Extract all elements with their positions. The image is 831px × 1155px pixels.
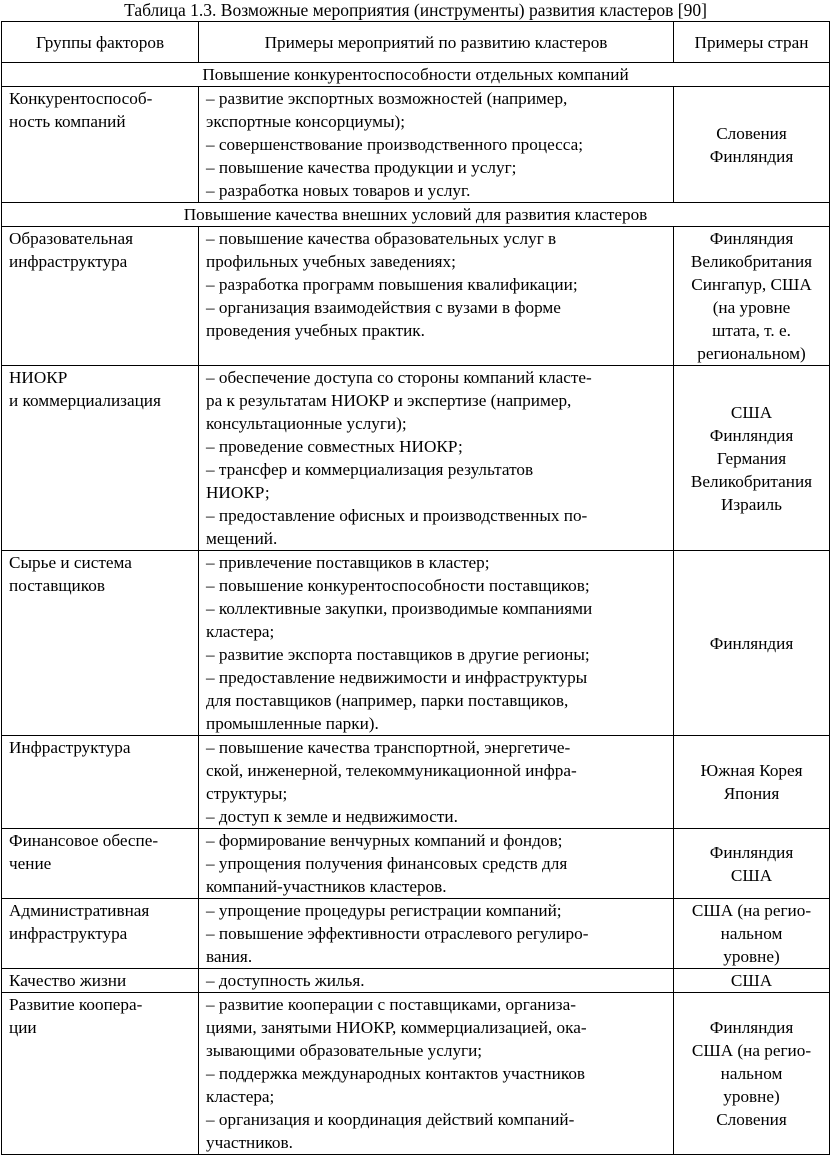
section-header-row [2,63,830,87]
countries-cell [674,993,830,1155]
countries-line: Великобритания [690,471,813,491]
measures-line: циями, занятыми НИОКР, коммерциализацией, ока- [206,1018,587,1037]
measures-cell [199,899,674,969]
header-row [2,22,830,63]
table-row [2,551,830,736]
factor-line: поставщиков [9,576,105,595]
factor-line: НИОКР [9,368,68,387]
table-row [2,227,830,366]
countries-line: Финляндия [709,1018,794,1037]
measures-line: – развитие кооперации с поставщиками, организа- [206,995,576,1014]
table-row [2,969,830,993]
section-header-row [2,203,830,227]
factor-line: Инфраструктура [9,738,131,757]
countries-cell [674,87,830,203]
measures-line: – повышение качества образовательных услуг в [206,229,557,248]
measures-line: ра к результатам НИОКР и экспертизе (например, [206,391,572,410]
countries-line: Великобритания [690,252,813,271]
countries-line: Финляндия [709,146,794,166]
factor-line: Развитие коопера- [9,995,143,1014]
countries-line: США [730,865,773,885]
measures-line: – формирование венчурных компаний и фондов; [206,831,563,850]
factor-line: инфраструктура [9,924,128,943]
countries-line: Япония [723,784,780,803]
factor-cell [2,829,199,899]
clusters-table [1,21,830,1155]
countries-line: Финляндия [709,425,794,445]
measures-cell [199,969,674,993]
countries-line: Израиль [720,494,783,514]
factor-cell [2,227,199,366]
measures-line: – организация взаимодействия с вузами в форме [206,298,561,317]
measures-line: – разработка программ повышения квалификации; [206,275,578,294]
table-caption: Таблица 1.3. Возможные мероприятия (инструменты) развития кластеров [90] [124,0,707,20]
measures-line: зывающими образовательные услуги; [206,1041,483,1060]
measures-cell [199,87,674,203]
table-row [2,993,830,1155]
countries-line: США [730,402,773,422]
measures-cell [199,736,674,829]
countries-line: Словения [716,1110,787,1129]
measures-line: – упрощения получения финансовых средств для [206,854,568,873]
measures-line: – повышение конкурентоспособности поставщиков; [206,576,590,595]
countries-line: США [730,971,773,990]
measures-line: – повышение качества продукции и услуг; [206,158,517,177]
countries-cell [674,899,830,969]
factor-line: ции [9,1018,37,1037]
measures-line: – повышение качества транспортной, энергетиче- [206,738,571,757]
measures-line: – проведение совместных НИОКР; [206,437,463,456]
factor-line: Конкурентоспособ- [9,89,153,108]
countries-line: штата, т. е. [712,321,791,340]
measures-line: – привлечение поставщиков в кластер; [206,553,490,572]
measures-line: структуры; [206,784,288,803]
countries-line: США (на регио- [691,1041,812,1060]
countries-line: нальном [720,1064,783,1083]
table-row [2,899,830,969]
measures-line: участников. [206,1133,293,1152]
factor-cell [2,993,199,1155]
measures-line: – развитие экспортных возможностей (например, [206,89,568,108]
factor-line: Сырье и система [9,553,132,572]
factor-line: чение [9,854,52,873]
countries-cell [674,829,830,899]
table-row [2,736,830,829]
measures-line: НИОКР; [206,483,270,502]
measures-line: кластера; [206,1087,275,1106]
measures-line: – коллективные закупки, производимые компаниями [206,599,593,618]
factor-line: Образовательная [9,229,134,248]
countries-line: Сингапур, США [691,275,812,294]
factor-line: Административная [9,901,150,920]
measures-line: проведения учебных практик. [206,321,425,340]
table-body [2,63,830,1155]
factor-line: ность компаний [9,112,126,131]
countries-line: Финляндия [709,842,794,862]
countries-line: Финляндия [709,633,794,653]
factor-line: и коммерциализация [9,391,161,410]
countries-line: нальном [720,924,783,943]
measures-line: для поставщиков (например, парки поставщиков, [206,691,569,710]
countries-line: Германия [716,448,787,468]
factor-cell [2,969,199,993]
measures-line: ской, инженерной, телекоммуникационной инфра- [206,761,577,780]
factor-cell [2,366,199,551]
measures-line: мещений. [206,529,278,548]
measures-cell [199,993,674,1155]
header-measures: Примеры мероприятий по развитию кластеров [199,22,674,63]
countries-line: Финляндия [709,229,794,248]
measures-cell [199,366,674,551]
countries-cell [674,969,830,993]
measures-line: профильных учебных заведениях; [206,252,456,271]
measures-line: – совершенствование производственного процесса; [206,135,583,154]
measures-line: кластера; [206,622,275,641]
measures-line: – разработка новых товаров и услуг. [206,181,471,200]
countries-line: США (на регио- [691,901,812,920]
countries-line: уровне) [723,947,780,966]
countries-line: уровне) [723,1087,780,1106]
section-title: Повышение качества внешних условий для развития кластеров [2,203,830,227]
header-factor-groups: Группы факторов [2,22,199,63]
measures-line: – доступ к земле и недвижимости. [206,807,458,826]
countries-cell [674,227,830,366]
header-countries: Примеры стран [674,22,830,63]
measures-line: – предоставление недвижимости и инфраструктуры [206,668,588,687]
measures-line: – предоставление офисных и производственных по- [206,506,588,525]
measures-cell [199,551,674,736]
measures-line: компаний-участников кластеров. [206,877,447,896]
countries-cell [674,366,830,551]
factor-cell [2,551,199,736]
table-row [2,87,830,203]
measures-line: консультационные услуги); [206,414,407,433]
measures-line: вания. [206,947,253,966]
table-row [2,366,830,551]
measures-line: промышленные парки). [206,714,379,733]
countries-line: региональном) [697,344,806,363]
measures-cell [199,829,674,899]
factor-line: инфраструктура [9,252,128,271]
measures-line: – организация и координация действий компаний- [206,1110,575,1129]
countries-cell [674,736,830,829]
measures-line: – повышение эффективности отраслевого регулиро- [206,924,589,943]
measures-line: – трансфер и коммерциализация результатов [206,460,534,479]
factor-cell [2,736,199,829]
factor-cell [2,899,199,969]
factor-line: Качество жизни [9,971,127,990]
measures-line: экспортные консорциумы); [206,112,406,131]
countries-cell [674,551,830,736]
section-title: Повышение конкурентоспособности отдельных компаний [2,63,830,87]
factor-line: Финансовое обеспе- [9,831,159,850]
countries-line: (на уровне [712,298,791,317]
measures-line: – развитие экспорта поставщиков в другие регионы; [206,645,590,664]
countries-line: Словения [716,123,787,143]
factor-cell [2,87,199,203]
measures-cell [199,227,674,366]
measures-line: – обеспечение доступа со стороны компаний класте- [206,368,592,387]
measures-line: – доступность жилья. [206,971,365,990]
measures-line: – упрощение процедуры регистрации компаний; [206,901,562,920]
countries-line: Южная Корея [700,761,803,780]
table-row [2,829,830,899]
measures-line: – поддержка международных контактов участников [206,1064,586,1083]
